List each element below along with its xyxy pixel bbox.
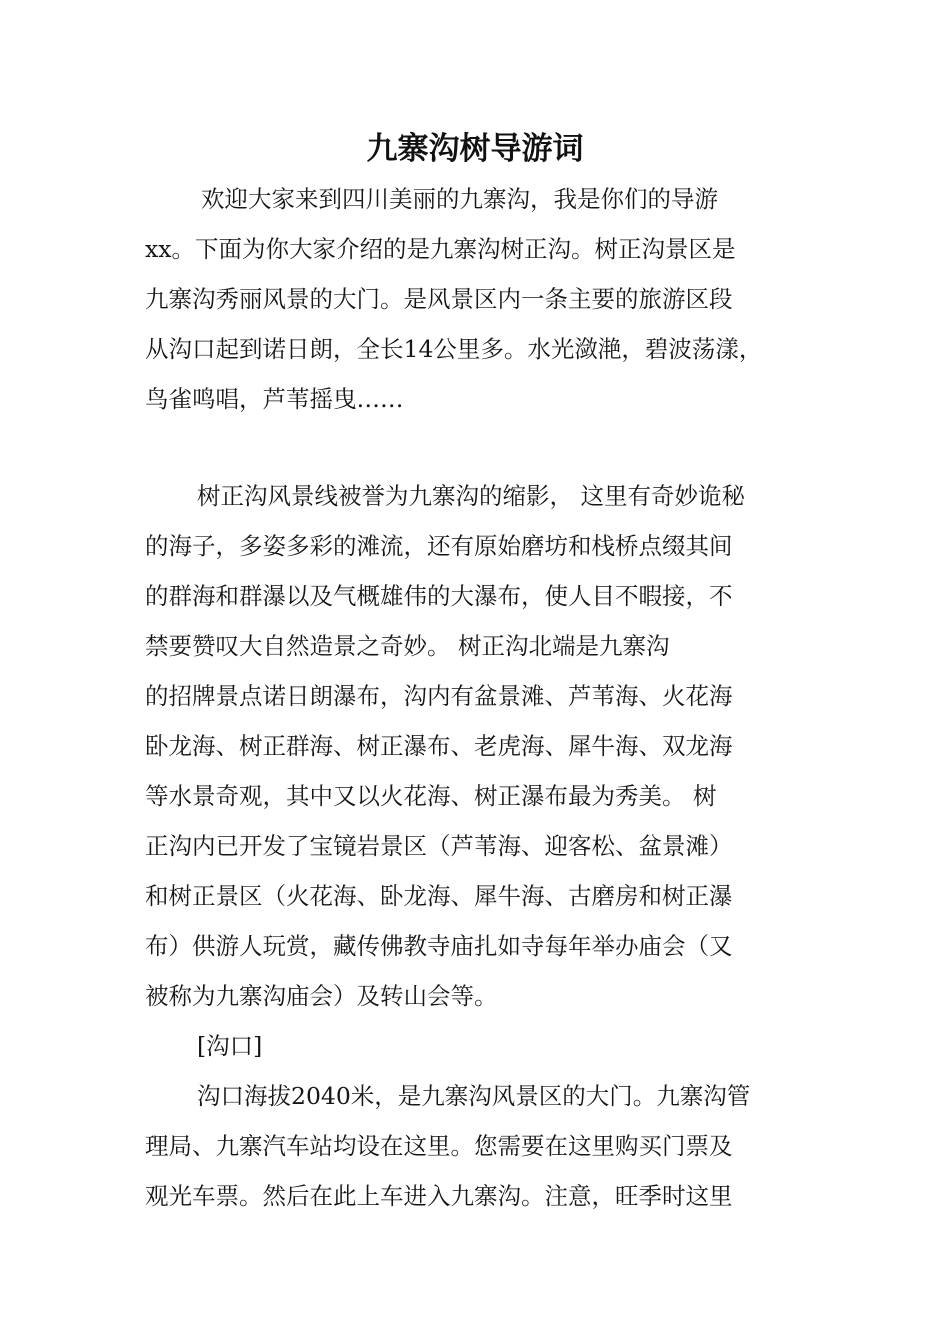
paragraph-line: 的招牌景点诺日朗瀑布，沟内有盆景滩、芦苇海、火花海 (145, 682, 733, 710)
paragraph-line: 欢迎大家来到四川美丽的九寨沟，我是你们的导游 (201, 185, 718, 213)
section-heading: [沟口] (197, 1032, 263, 1060)
paragraph-line: 的群海和群瀑以及气概雄伟的大瀑布，使人目不暇接，不 (145, 582, 733, 610)
paragraph-line: 九寨沟秀丽风景的大门。是风景区内一条主要的旅游区段 (145, 285, 733, 313)
paragraph-line: 树正沟风景线被誉为九寨沟的缩影， 这里有奇妙诡秘 (197, 482, 745, 510)
paragraph-line: 观光车票。然后在此上车进入九寨沟。注意，旺季时这里 (145, 1182, 733, 1210)
paragraph-line: 布）供游人玩赏，藏传佛教寺庙扎如寺每年举办庙会（又 (145, 932, 733, 960)
paragraph-line: 卧龙海、树正群海、树正瀑布、老虎海、犀牛海、双龙海 (145, 732, 733, 760)
paragraph-line: 沟口海拔2040米，是九寨沟风景区的大门。九寨沟管 (197, 1082, 751, 1110)
paragraph-line: 从沟口起到诺日朗，全长14公里多。水光潋滟，碧波荡漾， (145, 335, 763, 363)
paragraph-line: 等水景奇观，其中又以火花海、树正瀑布最为秀美。 树 (145, 782, 717, 810)
paragraph-line: 正沟内已开发了宝镜岩景区（芦苇海、迎客松、盆景滩） (145, 832, 733, 860)
paragraph-line: 被称为九寨沟庙会）及转山会等。 (145, 982, 498, 1010)
document-title: 九寨沟树导游词 (366, 131, 584, 167)
paragraph-line: 理局、九寨汽车站均设在这里。您需要在这里购买门票及 (145, 1132, 733, 1160)
paragraph-line: xx。下面为你大家介绍的是九寨沟树正沟。树正沟景区是 (145, 235, 736, 263)
paragraph-line: 的海子，多姿多彩的滩流，还有原始磨坊和栈桥点缀其间 (145, 532, 733, 560)
paragraph-line: 和树正景区（火花海、卧龙海、犀牛海、古磨房和树正瀑 (145, 882, 733, 910)
paragraph-line: 鸟雀鸣唱，芦苇摇曳…… (145, 385, 404, 413)
paragraph-line: 禁要赞叹大自然造景之奇妙。 树正沟北端是九寨沟 (145, 632, 670, 660)
